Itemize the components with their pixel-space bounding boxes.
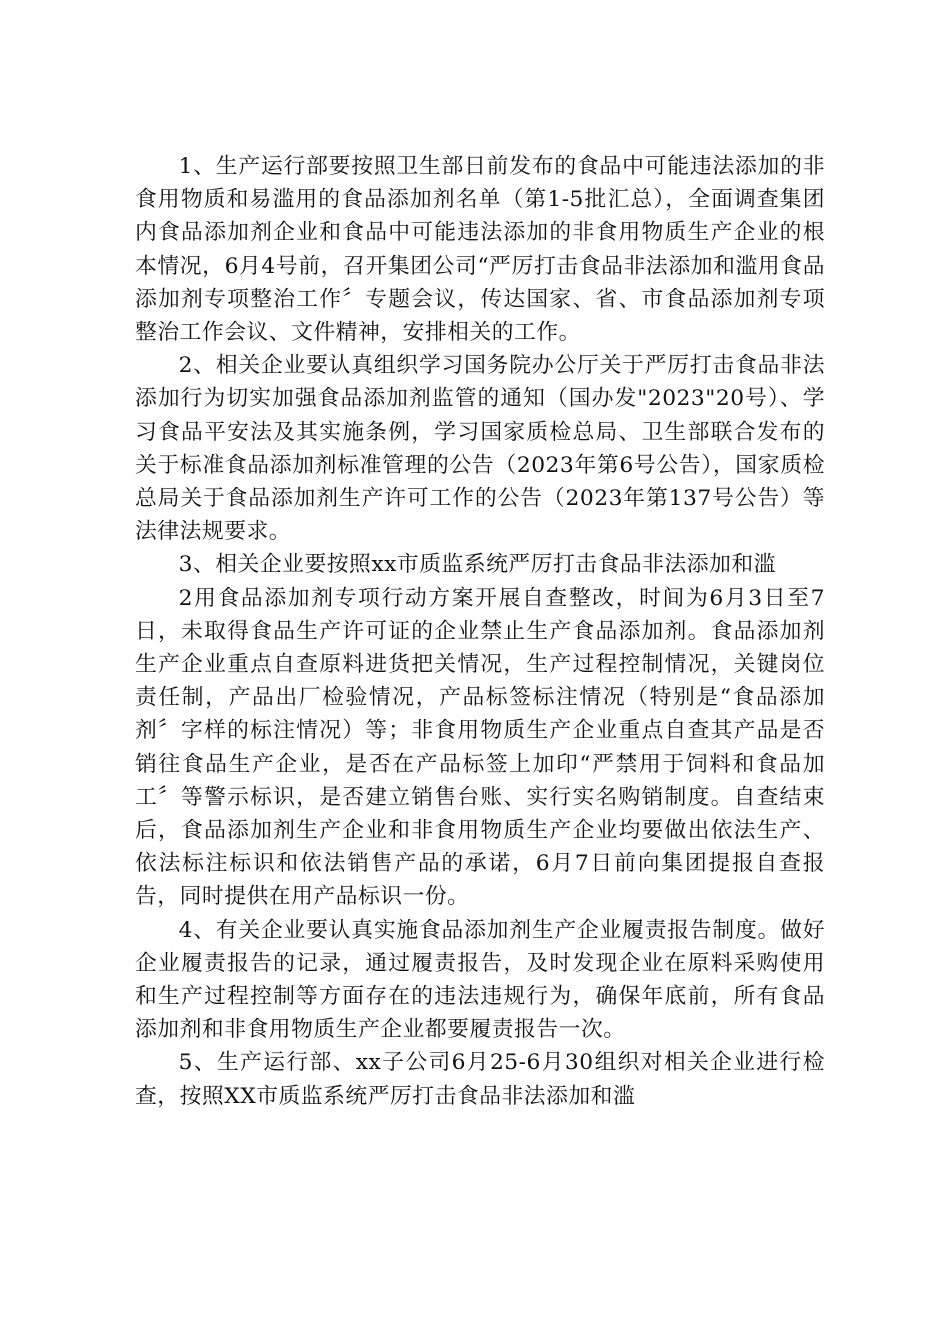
document-body	[135, 150, 825, 1113]
paragraph-1: 1、生产运行部要按照卫生部日前发布的食品中可能违法添加的非食用物质和易滥用的食品添加剂名单（第1-5批汇总），全面调查集团内食品添加剂企业和食品中可能违法添加的非食用物质生产企业的根本情况，6月4号前，召开集团公司“严厉打击食品非法添加和滥用食品添加剂专项整治工作〞专题会议，传达国家、省、市食品添加剂专项整治工作会议、文件精神，安排相关的工作。	[135, 154, 825, 346]
paragraph-4: 2用食品添加剂专项行动方案开展自查整改，时间为6月3日至7日，未取得食品生产许可证的企业禁止生产食品添加剂。食品添加剂生产企业重点自查原料进货把关情况，生产过程控制情况，关键岗位责任制，产品出厂检验情况，产品标签标注情况（特别是“食品添加剂〞字样的标注情况）等；非食用物质生产企业重点自查其产品是否销往食品生产企业，是否在产品标签上加印“严禁用于饲料和食品加工〞等警示标识，是否建立销售台账、实行实名购销制度。自查结束后，食品添加剂生产企业和非食用物质生产企业均要做出依法生产、依法标注标识和依法销售产品的承诺，6月7日前向集团提报自查报告，同时提供在用产品标识一份。	[135, 585, 825, 910]
paragraph-6: 5、生产运行部、xx子公司6月25-6月30组织对相关企业进行检查，按照XX市质监系统严厉打击食品非法添加和滥	[135, 1050, 825, 1109]
paragraph-5: 4、有关企业要认真实施食品添加剂生产企业履责报告制度。做好企业履责报告的记录，通过履责报告，及时发现企业在原料采购使用和生产过程控制等方面存在的违法违规行为，确保年底前，所有食品添加剂和非食用物质生产企业都要履责报告一次。	[135, 917, 825, 1043]
paragraph-2: 2、相关企业要认真组织学习国务院办公厅关于严厉打击食品非法添加行为切实加强食品添加剂监管的通知（国办发"2023"20号）、学习食品平安法及其实施条例，学习国家质检总局、卫生部联合发布的关于标准食品添加剂标准管理的公告（2023年第6号公告），国家质检总局关于食品添加剂生产许可工作的公告（2023年第137号公告）等法律法规要求。	[135, 353, 825, 545]
paragraph-3: 3、相关企业要按照xx市质监系统严厉打击食品非法添加和滥	[178, 552, 776, 578]
